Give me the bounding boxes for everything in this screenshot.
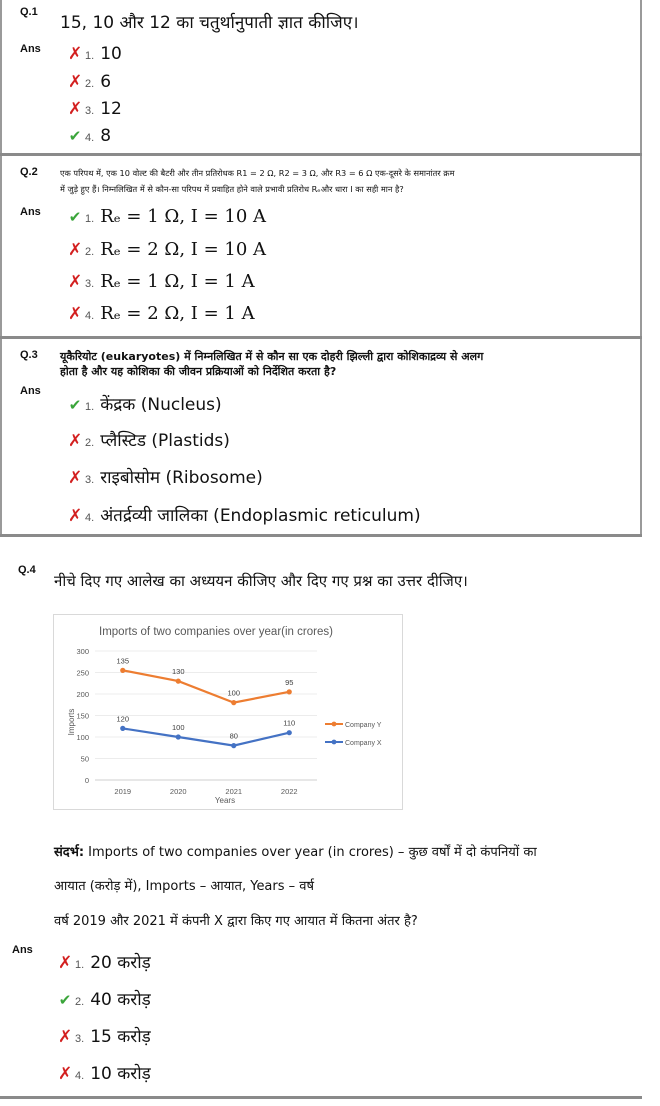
check-icon: ✔ <box>68 396 82 414</box>
option-4[interactable]: ✔ 4. 8 <box>68 126 112 146</box>
option-2[interactable]: ✗ 2. 6 <box>68 72 112 92</box>
context-line-1: संदर्भ: Imports of two companies over year (in crores) – कुछ वर्षों में दो कंपनियों का <box>54 845 537 860</box>
data-label: 120 <box>116 714 130 724</box>
chart-title: Imports of two companies over year(in crores) <box>99 626 333 638</box>
question-text-line-1: यूकैरियोट (eukaryotes) में निम्नलिखित में से कौन सा एक दोहरी झिल्ली द्वारा कोशिकाद्रव्य से अलग <box>60 350 484 363</box>
option-1[interactable]: ✗ 1. 10 <box>68 44 122 64</box>
option-4[interactable]: ✗ 4. Rₑ = 2 Ω, I = 1 A <box>68 303 255 324</box>
option-3[interactable]: ✗ 3. 12 <box>68 99 122 119</box>
check-icon: ✔ <box>58 991 72 1009</box>
x-tick-label: 2022 <box>280 787 298 796</box>
option-3[interactable]: ✗ 3. राइबोसोम (Ribosome) <box>68 465 263 488</box>
option-text: Rₑ = 2 Ω, I = 1 A <box>100 303 255 324</box>
option-text: 8 <box>100 126 112 146</box>
option-1[interactable]: ✔ 1. केंद्रक (Nucleus) <box>68 392 222 415</box>
legend-marker <box>332 740 337 745</box>
option-text: 10 करोड़ <box>90 1064 151 1084</box>
answer-label: Ans <box>20 43 41 55</box>
answer-label: Ans <box>20 206 41 218</box>
option-text: 6 <box>100 72 112 92</box>
divider <box>0 534 642 537</box>
option-4[interactable]: ✗ 4. अंतर्द्रव्यी जालिका (Endoplasmic reticulum) <box>68 503 421 526</box>
option-2[interactable]: ✗ 2. प्लैस्टिड (Plastids) <box>68 428 230 451</box>
answer-label: Ans <box>20 385 41 397</box>
sub-question: वर्ष 2019 और 2021 में कंपनी X द्वारा किए गए आयात में कितना अंतर है? <box>54 914 418 929</box>
cross-icon: ✗ <box>58 1064 73 1084</box>
y-axis-label: Imports <box>67 708 76 736</box>
cross-icon: ✗ <box>68 304 83 324</box>
cross-icon: ✗ <box>68 72 83 92</box>
option-text: Rₑ = 1 Ω, I = 10 A <box>100 206 267 227</box>
data-point <box>231 700 236 705</box>
option-text: केंद्रक (Nucleus) <box>100 395 222 415</box>
data-point <box>120 668 125 673</box>
y-tick-label: 250 <box>76 668 89 678</box>
data-label: 100 <box>171 723 185 732</box>
question-text-line-2: होता है और यह कोशिका की जीवन प्रक्रियाओं को निर्देशित करता है? <box>60 365 337 378</box>
data-point <box>287 689 292 694</box>
cross-icon: ✗ <box>68 431 83 451</box>
data-point <box>120 726 125 731</box>
option-3[interactable]: ✗ 3. 15 करोड़ <box>58 1024 151 1047</box>
divider <box>0 1096 642 1099</box>
option-text: 12 <box>100 99 122 119</box>
y-tick-label: 150 <box>76 711 89 721</box>
cross-icon: ✗ <box>68 468 83 488</box>
context-line-2: आयात (करोड़ में), Imports – आयात, Years – वर्ष <box>54 879 315 894</box>
x-tick-label: 2019 <box>114 787 132 796</box>
option-2[interactable]: ✗ 2. Rₑ = 2 Ω, I = 10 A <box>68 239 267 260</box>
legend-marker <box>332 722 337 727</box>
cross-icon: ✗ <box>68 99 83 119</box>
cross-icon: ✗ <box>68 506 83 526</box>
x-axis-label: Years <box>214 796 236 805</box>
question-label: Q.2 <box>20 166 38 178</box>
question-text: 15, 10 और 12 का चतुर्थानुपाती ज्ञात कीजिए। <box>60 13 359 33</box>
y-tick-label: 50 <box>80 754 89 764</box>
option-3[interactable]: ✗ 3. Rₑ = 1 Ω, I = 1 A <box>68 271 255 292</box>
legend-label: Company Y <box>345 722 382 729</box>
option-text: 10 <box>100 44 122 64</box>
option-1[interactable]: ✗ 1. 20 करोड़ <box>58 950 151 973</box>
question-text-line-2: में जुड़े हुए हैं। निम्नलिखित में से कौन-सा परिपथ में प्रवाहित होने वाले प्रभावी प्रतिरोध Rₑऔर धारा I का सही मान है? <box>60 184 404 194</box>
option-4[interactable]: ✗ 4. 10 करोड़ <box>58 1061 151 1084</box>
data-label: 100 <box>227 688 241 698</box>
y-tick-label: 100 <box>76 733 89 742</box>
cross-icon: ✗ <box>58 1027 73 1047</box>
x-tick-label: 2020 <box>169 787 187 796</box>
question-label: Q.4 <box>18 564 36 576</box>
option-text: राइबोसोम (Ribosome) <box>100 468 263 488</box>
question-block-2 <box>0 156 642 338</box>
question-label: Q.1 <box>20 6 38 18</box>
option-text: अंतर्द्रव्यी जालिका (Endoplasmic reticulum) <box>100 506 421 526</box>
data-label: 95 <box>285 677 294 687</box>
data-point <box>176 679 181 684</box>
data-point <box>176 734 181 739</box>
check-icon: ✔ <box>68 208 82 226</box>
data-label: 135 <box>116 656 130 666</box>
legend-label: Company X <box>345 740 382 747</box>
check-icon: ✔ <box>68 127 82 145</box>
question-block-4 <box>0 540 660 1102</box>
cross-icon: ✗ <box>68 272 83 292</box>
option-text: 20 करोड़ <box>90 953 151 973</box>
question-block-1 <box>0 0 642 155</box>
x-tick-label: 2021 <box>225 787 243 796</box>
y-tick-label: 0 <box>84 776 89 785</box>
option-text: Rₑ = 1 Ω, I = 1 A <box>100 271 255 292</box>
data-label: 80 <box>229 731 238 741</box>
cross-icon: ✗ <box>68 240 83 260</box>
y-tick-label: 200 <box>76 690 89 699</box>
question-text-line-1: एक परिपथ में, एक 10 वोल्ट की बैटरी और तीन प्रतिरोधक R1 = 2 Ω, R2 = 3 Ω, और R3 = 6 Ω एक-दूसरे के समानांतर क्रम <box>60 168 455 178</box>
cross-icon: ✗ <box>68 44 83 64</box>
data-point <box>231 743 236 748</box>
option-text: 40 करोड़ <box>90 990 151 1010</box>
question-text: नीचे दिए गए आलेख का अध्ययन कीजिए और दिए गए प्रश्न का उत्तर दीजिए। <box>54 572 468 590</box>
cross-icon: ✗ <box>58 953 73 973</box>
option-text: प्लैस्टिड (Plastids) <box>100 431 230 451</box>
option-text: Rₑ = 2 Ω, I = 10 A <box>100 239 267 260</box>
line-chart <box>53 614 403 810</box>
context-label: संदर्भ: <box>54 845 85 860</box>
answer-label: Ans <box>12 944 33 956</box>
data-point <box>287 730 292 735</box>
option-1[interactable]: ✔ 1. Rₑ = 1 Ω, I = 10 A <box>68 206 267 227</box>
question-label: Q.3 <box>20 349 38 361</box>
data-label: 110 <box>283 718 296 728</box>
data-label: 130 <box>171 667 185 677</box>
option-text: 15 करोड़ <box>90 1027 151 1047</box>
y-tick-label: 300 <box>76 647 89 656</box>
option-2[interactable]: ✔ 2. 40 करोड़ <box>58 987 151 1010</box>
question-block-3 <box>0 339 642 535</box>
